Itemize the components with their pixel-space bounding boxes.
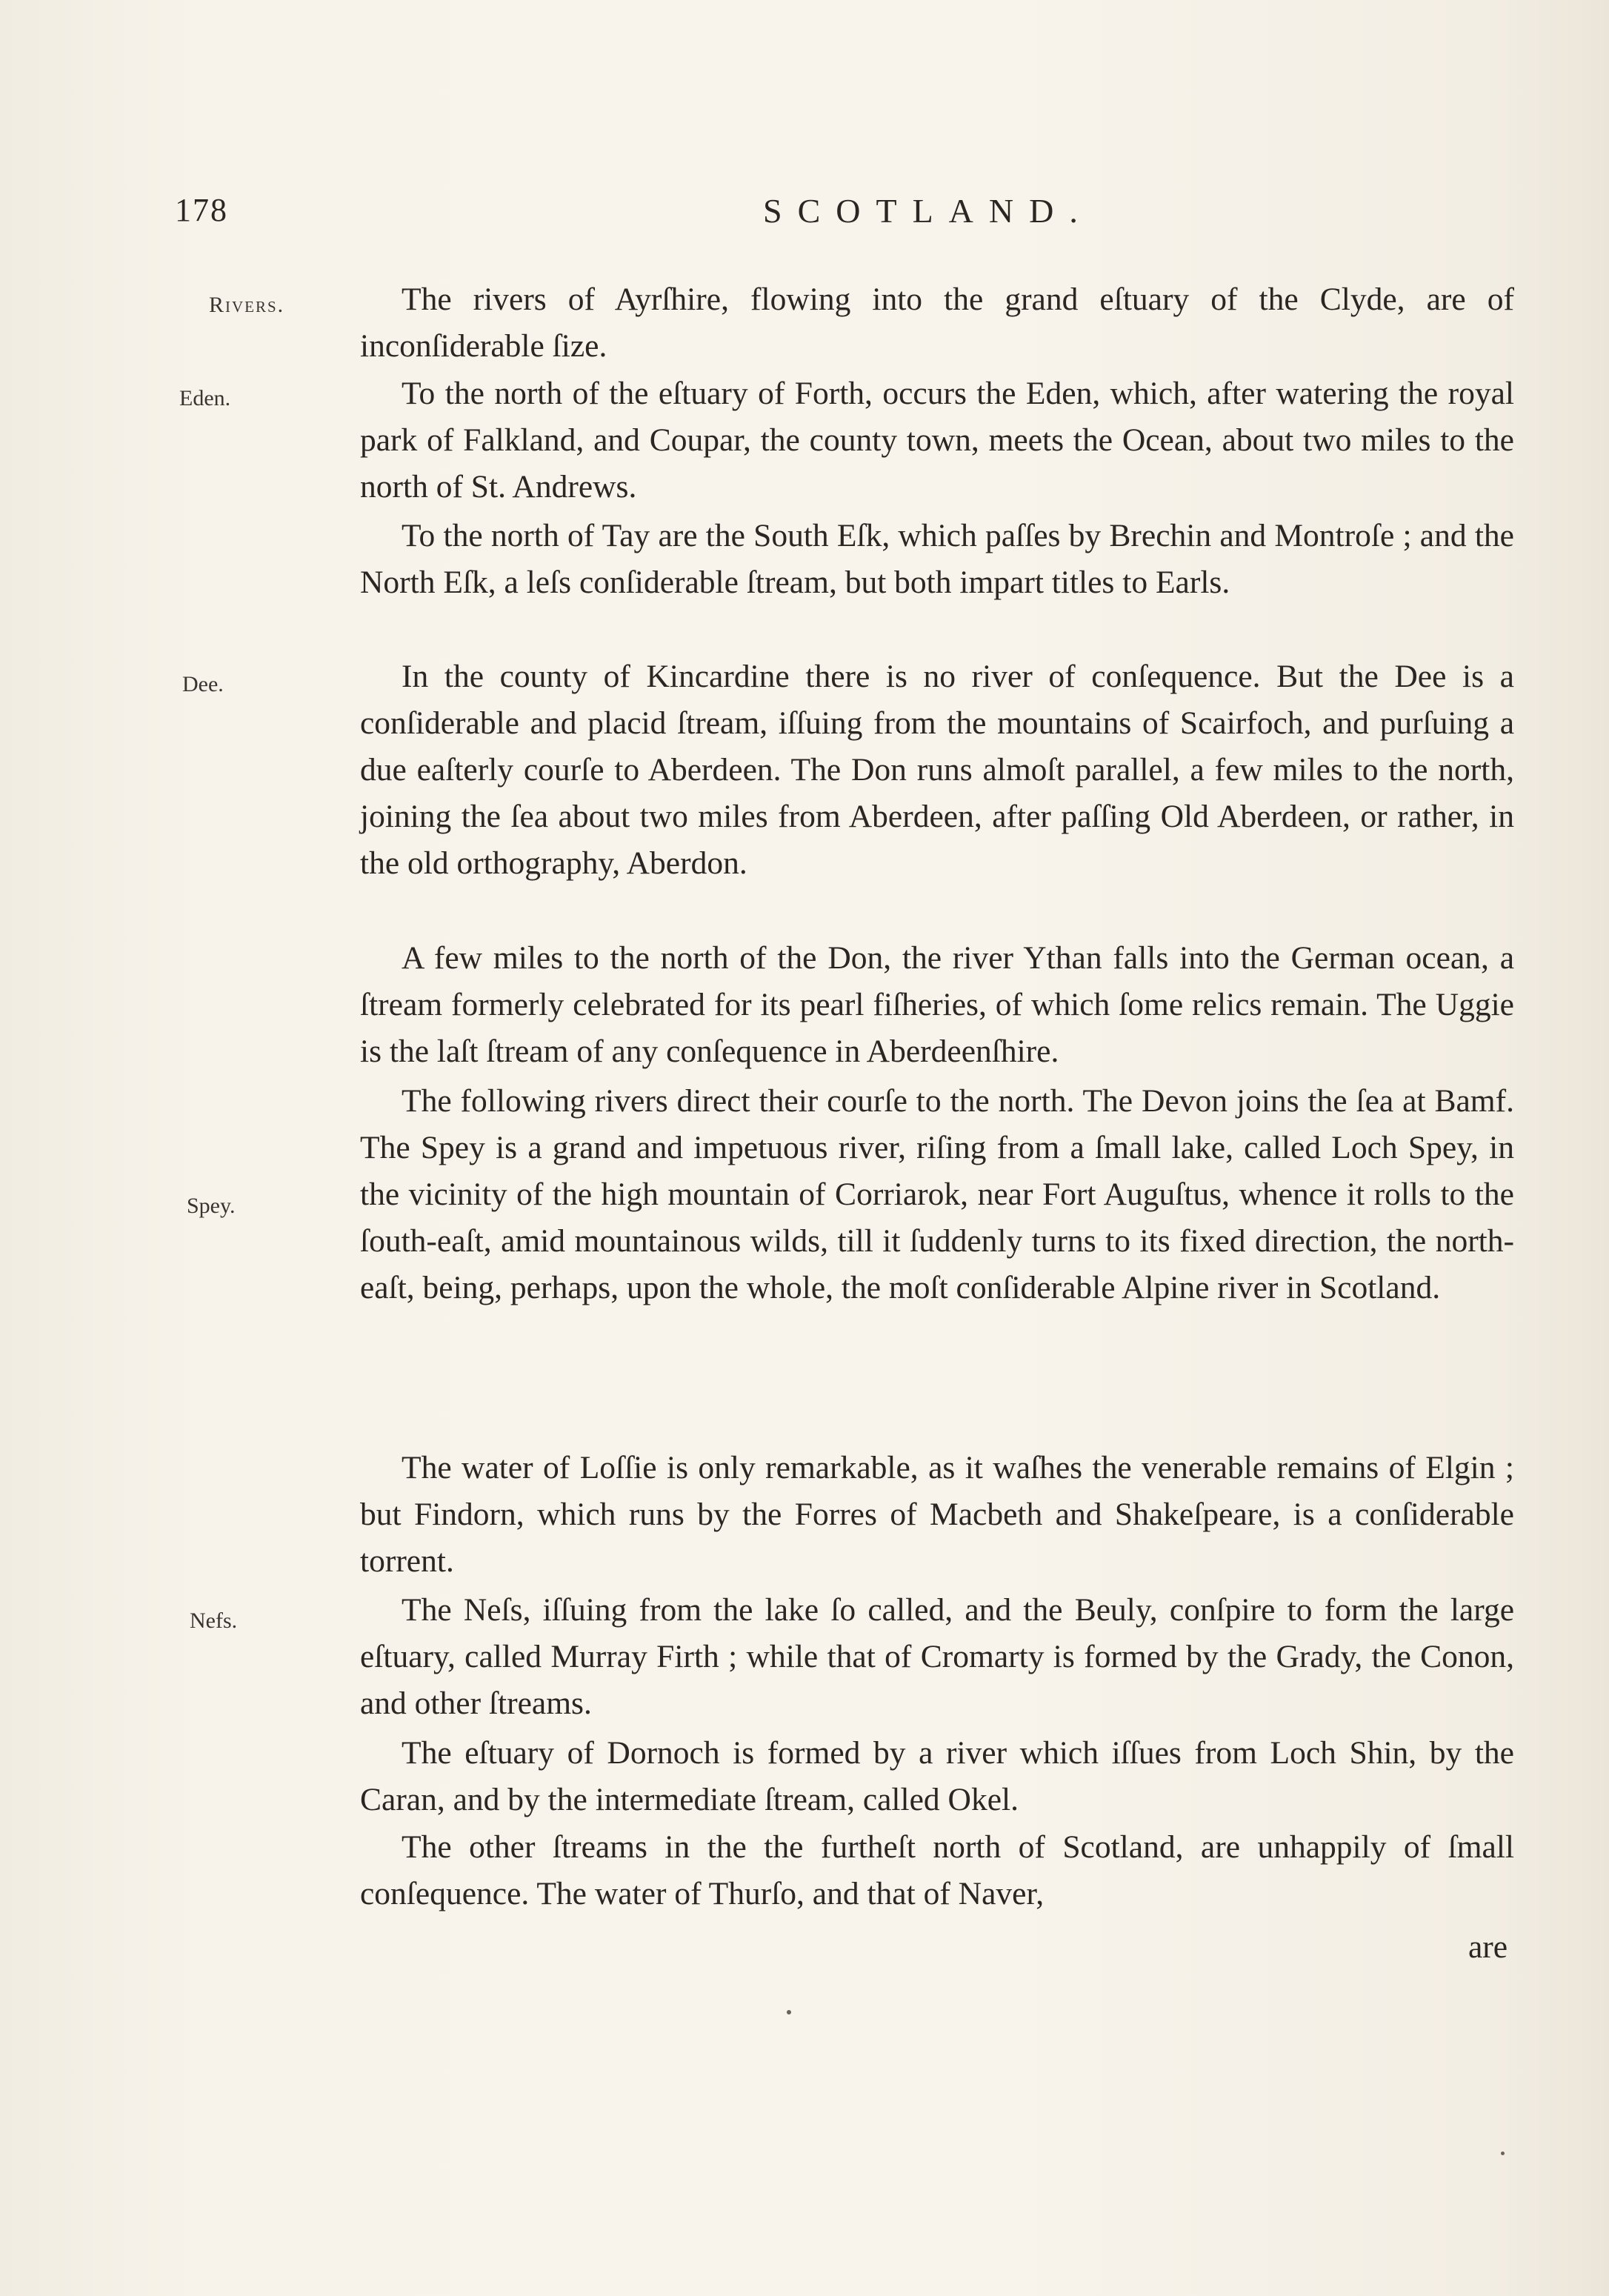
margin-note-ness: Nefs. — [190, 1608, 238, 1633]
paragraph-ayrshire: The rivers of Ayrſhire, flowing into the grand eſtuary of the Clyde, are of inconſiderable ſize. — [360, 282, 1514, 364]
paragraph-spey: The following rivers direct their courſe to the north. The Devon joins the ſea at Bamf. The Spey is a grand and impetuous river, riſing from a ſmall lake, called Loch Spey, in the vicinity of the high mountain of Corriarok, near Fort Auguſtus, whence it rolls to the ſouth-eaſt, amid mountainous wilds, till it ſuddenly turns to its fixed direction, the north-eaſt, being, perhaps, upon the whole, the moſt conſiderable Alpine river in Scotland. — [360, 1083, 1514, 1305]
paragraph-esk: To the north of Tay are the South Eſk, which paſſes by Brechin and Montroſe ; and the North Eſk, a leſs conſiderable ſtream, but both impart titles to Earls. — [360, 518, 1514, 600]
margin-note-spey: Spey. — [187, 1194, 236, 1218]
paragraph-dornoch: The eſtuary of Dornoch is formed by a river which iſſues from Loch Shin, by the Caran, and by the intermediate ſtream, called Okel. — [360, 1735, 1514, 1817]
paragraph-lossie: The water of Loſſie is only remarkable, as it waſhes the venerable remains of Elgin ; but Findorn, which runs by the Forres of Macbeth and Shakeſpeare, is a conſiderable torrent. — [360, 1450, 1514, 1579]
catchword: are — [1468, 1929, 1508, 1965]
paper-speck — [787, 2010, 791, 2014]
paragraph-dee-don: In the county of Kincardine there is no river of conſequence. But the Dee is a conſiderable and placid ſtream, iſſuing from the mountains of Scairfoch, and purſuing a due eaſterly courſe to Aberdeen. The Don runs almoſt parallel, a few miles to the north, joining the ſea about two miles from Aberdeen, after paſſing Old Aberdeen, or rather, in the old orthography, Aberdon. — [360, 659, 1514, 881]
page-header — [0, 191, 1609, 236]
paragraph-ythan: A few miles to the north of the Don, the river Ythan falls into the German ocean, a ſtream formerly celebrated for its pearl fiſheries, of which ſome relics remain. The Uggie is the laſt ſtream of any conſequence in Aberdeenſhire. — [360, 940, 1514, 1069]
paragraph-ness: The Neſs, iſſuing from the lake ſo called, and the Beuly, conſpire to form the large eſtuary, called Murray Firth ; while that of Cromarty is formed by the Grady, the Conon, and other ſtreams. — [360, 1592, 1514, 1721]
margin-note-dee: Dee. — [182, 672, 224, 696]
running-title: SCOTLAND. — [763, 192, 1093, 230]
paper-speck — [1501, 2152, 1505, 2155]
margin-note-eden: Eden. — [179, 386, 231, 410]
page-number: 178 — [175, 192, 228, 228]
margin-note-rivers: Rivers. — [209, 293, 285, 317]
paragraph-eden: To the north of the eſtuary of Forth, occurs the Eden, which, after watering the royal park of Falkland, and Coupar, the county town, meets the Ocean, about two miles to the north of St. Andrews. — [360, 376, 1514, 505]
paragraph-northern-streams: The other ſtreams in the the furtheſt north of Scotland, are unhappily of ſmall conſequence. The water of Thurſo, and that of Naver, — [360, 1829, 1514, 1911]
